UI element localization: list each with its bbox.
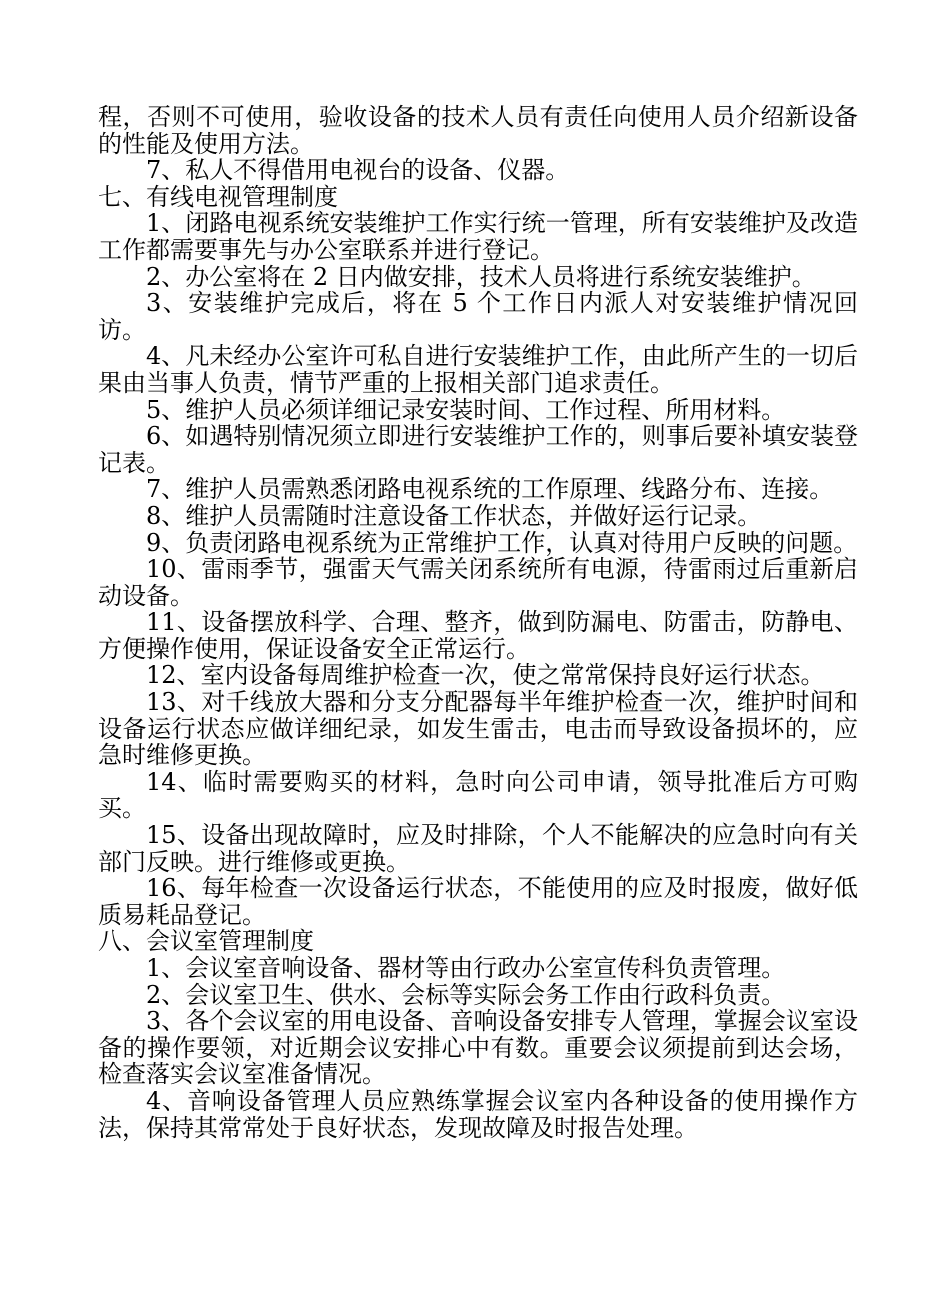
list-item: 1、会议室音响设备、器材等由行政办公室宣传科负责管理。 bbox=[146, 954, 786, 982]
document-page bbox=[98, 104, 858, 1141]
list-item: 11、设备摆放科学、合理、整齐，做到防漏电、防雷击，防静电、方便操作使用，保证设备安全正常运行。 bbox=[98, 608, 858, 663]
list-item: 8、维护人员需随时注意设备工作状态，并做好运行记录。 bbox=[146, 501, 762, 530]
list-item: 4、凡未经办公室许可私自进行安装维护工作，由此所产生的一切后果由当事人负责，情节严重的上报相关部门追求责任。 bbox=[98, 342, 858, 397]
list-item: 12、室内设备每周维护检查一次，使之常常保持良好运行状态。 bbox=[146, 661, 825, 690]
list-item: 2、会议室卫生、供水、会标等实际会务工作由行政科负责。 bbox=[146, 980, 786, 1009]
list-item: 6、如遇特别情况须立即进行安装维护工作的，则事后要补填安装登记表。 bbox=[98, 422, 858, 477]
list-item: 5、维护人员必须详细记录安装时间、工作过程、所用材料。 bbox=[146, 395, 786, 424]
list-item: 3、各个会议室的用电设备、音响设备安排专人管理，掌握会议室设备的操作要领，对近期会议安排心中有数。重要会议须提前到达会场，检查落实会议室准备情况。 bbox=[98, 1007, 858, 1089]
list-item: 9、负责闭路电视系统为正常维护工作，认真对待用户反映的问题。 bbox=[146, 528, 858, 557]
list-item: 4、音响设备管理人员应熟练掌握会议室内各种设备的使用操作方法，保持其常常处于良好状态，发现故障及时报告处理。 bbox=[98, 1086, 858, 1142]
list-item: 15、设备出现故障时，应及时排除，个人不能解决的应急时向有关部门反映。进行维修或更换。 bbox=[98, 821, 858, 876]
section-heading: 八、会议室管理制度 bbox=[98, 927, 314, 956]
list-item: 2、办公室将在 2 日内做安排，技术人员将进行系统安装维护。 bbox=[146, 262, 816, 291]
list-item: 16、每年检查一次设备运行状态，不能使用的应及时报废，做好低质易耗品登记。 bbox=[98, 874, 858, 929]
list-item: 13、对千线放大器和分支分配器每半年维护检查一次，维护时间和设备运行状态应做详细纪录，如发生雷击，电击而导致设备损坏的，应急时维修更换。 bbox=[98, 688, 858, 770]
section-heading: 七、有线电视管理制度 bbox=[98, 182, 338, 211]
list-item: 7、私人不得借用电视台的设备、仪器。 bbox=[146, 156, 570, 185]
paragraph-continuation: 程，否则不可使用，验收设备的技术人员有责任向使用人员介绍新设备的性能及使用方法。 bbox=[98, 103, 858, 158]
list-item: 1、闭路电视系统安装维护工作实行统一管理，所有安装维护及改造工作都需要事先与办公室联系并进行登记。 bbox=[98, 209, 858, 264]
list-item: 10、雷雨季节，强雷天气需关闭系统所有电源，待雷雨过后重新启动设备。 bbox=[98, 555, 858, 610]
list-item: 3、安装维护完成后，将在 5 个工作日内派人对安装维护情况回访。 bbox=[98, 289, 858, 344]
list-item: 7、维护人员需熟悉闭路电视系统的工作原理、线路分布、连接。 bbox=[146, 475, 834, 504]
list-item: 14、临时需要购买的材料，急时向公司申请，领导批准后方可购买。 bbox=[98, 767, 858, 823]
